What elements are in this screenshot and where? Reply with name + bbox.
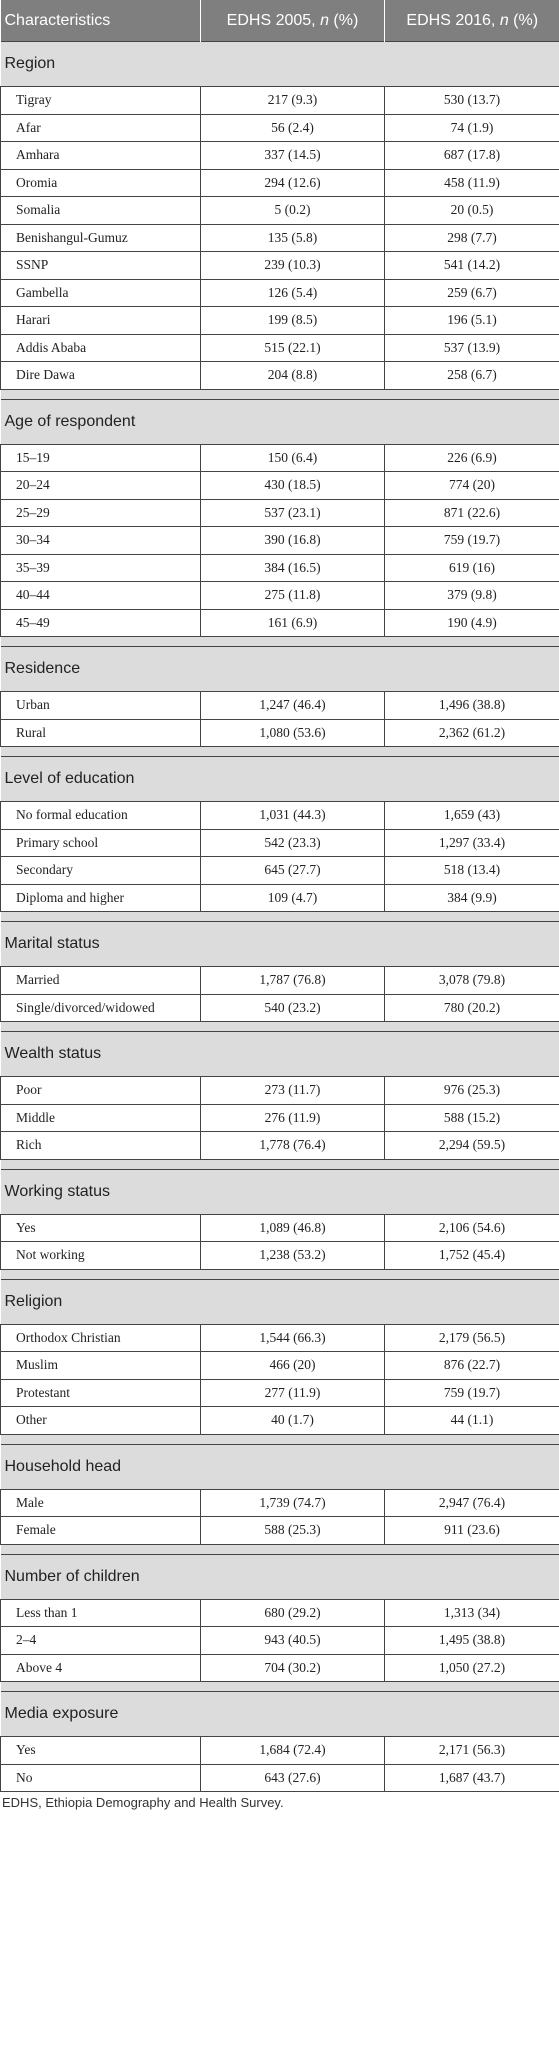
row-label: 2–4 — [1, 1627, 201, 1655]
row-label: Dire Dawa — [1, 362, 201, 390]
value-2005: 643 (27.6) — [201, 1764, 385, 1792]
value-2016: 2,179 (56.5) — [385, 1324, 559, 1352]
value-2005: 150 (6.4) — [201, 444, 385, 472]
table-row — [1, 1627, 559, 1655]
header-n: n — [499, 11, 509, 29]
row-label: Less than 1 — [1, 1599, 201, 1627]
value-2016: 541 (14.2) — [385, 252, 559, 280]
spacer-cell — [1, 747, 559, 757]
value-2005: 5 (0.2) — [201, 197, 385, 225]
table-row — [1, 499, 559, 527]
section-spacer — [1, 1682, 559, 1692]
row-label: Above 4 — [1, 1654, 201, 1682]
value-2016: 588 (15.2) — [385, 1104, 559, 1132]
value-2005: 542 (23.3) — [201, 829, 385, 857]
section-title: Wealth status — [1, 1032, 559, 1077]
section-header-row — [1, 1444, 559, 1489]
table-row — [1, 444, 559, 472]
table-row — [1, 307, 559, 335]
spacer-cell — [1, 1434, 559, 1444]
row-label: Secondary — [1, 857, 201, 885]
value-2016: 759 (19.7) — [385, 1379, 559, 1407]
table-row — [1, 527, 559, 555]
table-row — [1, 857, 559, 885]
row-label: Harari — [1, 307, 201, 335]
section-header-row — [1, 1169, 559, 1214]
value-2016: 537 (13.9) — [385, 334, 559, 362]
row-label: Amhara — [1, 142, 201, 170]
row-label: SSNP — [1, 252, 201, 280]
value-2016: 258 (6.7) — [385, 362, 559, 390]
value-2005: 680 (29.2) — [201, 1599, 385, 1627]
section-header-row — [1, 1554, 559, 1599]
spacer-cell — [1, 1544, 559, 1554]
value-2005: 588 (25.3) — [201, 1517, 385, 1545]
header-characteristics: Characteristics — [1, 0, 201, 42]
value-2016: 74 (1.9) — [385, 114, 559, 142]
value-2005: 515 (22.1) — [201, 334, 385, 362]
section-spacer — [1, 1159, 559, 1169]
value-2016: 1,659 (43) — [385, 802, 559, 830]
table-footnote: EDHS, Ethiopia Demography and Health Survey. — [2, 1795, 284, 1810]
section-title: Number of children — [1, 1554, 559, 1599]
section-header-row — [1, 757, 559, 802]
value-2005: 276 (11.9) — [201, 1104, 385, 1132]
row-label: 40–44 — [1, 582, 201, 610]
value-2016: 379 (9.8) — [385, 582, 559, 610]
value-2005: 537 (23.1) — [201, 499, 385, 527]
value-2005: 1,089 (46.8) — [201, 1214, 385, 1242]
section-spacer — [1, 389, 559, 399]
value-2005: 1,787 (76.8) — [201, 967, 385, 995]
section-spacer — [1, 912, 559, 922]
row-label: 25–29 — [1, 499, 201, 527]
value-2005: 275 (11.8) — [201, 582, 385, 610]
table-row — [1, 829, 559, 857]
header-label: EDHS 2016, — [406, 11, 500, 29]
table-row — [1, 1132, 559, 1160]
value-2005: 56 (2.4) — [201, 114, 385, 142]
value-2016: 44 (1.1) — [385, 1407, 559, 1435]
section-title: Age of respondent — [1, 399, 559, 444]
header-edhs-2005 — [201, 0, 385, 42]
row-label: Single/divorced/widowed — [1, 994, 201, 1022]
value-2016: 2,171 (56.3) — [385, 1737, 559, 1765]
row-label: Yes — [1, 1737, 201, 1765]
section-title: Media exposure — [1, 1692, 559, 1737]
value-2016: 518 (13.4) — [385, 857, 559, 885]
row-label: Female — [1, 1517, 201, 1545]
header-n: n — [320, 11, 329, 29]
value-2016: 1,313 (34) — [385, 1599, 559, 1627]
section-header-row — [1, 42, 559, 87]
value-2005: 390 (16.8) — [201, 527, 385, 555]
table-row — [1, 1764, 559, 1792]
value-2016: 1,496 (38.8) — [385, 692, 559, 720]
value-2016: 226 (6.9) — [385, 444, 559, 472]
row-label: Urban — [1, 692, 201, 720]
header-label: EDHS 2005, — [226, 11, 321, 29]
value-2005: 1,739 (74.7) — [201, 1489, 385, 1517]
value-2005: 204 (8.8) — [201, 362, 385, 390]
value-2016: 2,106 (54.6) — [385, 1214, 559, 1242]
value-2016: 780 (20.2) — [385, 994, 559, 1022]
value-2005: 1,247 (46.4) — [201, 692, 385, 720]
row-label: Afar — [1, 114, 201, 142]
table-row — [1, 169, 559, 197]
table-row — [1, 87, 559, 115]
value-2005: 277 (11.9) — [201, 1379, 385, 1407]
value-2016: 619 (16) — [385, 554, 559, 582]
value-2016: 259 (6.7) — [385, 279, 559, 307]
table-row — [1, 224, 559, 252]
value-2016: 384 (9.9) — [385, 884, 559, 912]
section-title: Religion — [1, 1279, 559, 1324]
table-row — [1, 1489, 559, 1517]
spacer-cell — [1, 912, 559, 922]
section-header-row — [1, 1032, 559, 1077]
row-label: Primary school — [1, 829, 201, 857]
table-row — [1, 1654, 559, 1682]
header-edhs-2016 — [385, 0, 559, 42]
row-label: 30–34 — [1, 527, 201, 555]
table-row — [1, 1104, 559, 1132]
header-pct: (%) — [333, 11, 359, 29]
section-header-row — [1, 1279, 559, 1324]
value-2005: 273 (11.7) — [201, 1077, 385, 1105]
row-label: 15–19 — [1, 444, 201, 472]
table-row — [1, 1599, 559, 1627]
table-row — [1, 472, 559, 500]
row-label: 20–24 — [1, 472, 201, 500]
row-label: Not working — [1, 1242, 201, 1270]
row-label: Yes — [1, 1214, 201, 1242]
value-2005: 1,031 (44.3) — [201, 802, 385, 830]
row-label: Poor — [1, 1077, 201, 1105]
value-2016: 759 (19.7) — [385, 527, 559, 555]
table-row — [1, 802, 559, 830]
section-title: Region — [1, 42, 559, 87]
row-label: Other — [1, 1407, 201, 1435]
value-2016: 876 (22.7) — [385, 1352, 559, 1380]
table-row — [1, 1379, 559, 1407]
value-2005: 199 (8.5) — [201, 307, 385, 335]
table-row — [1, 142, 559, 170]
value-2016: 1,050 (27.2) — [385, 1654, 559, 1682]
value-2016: 911 (23.6) — [385, 1517, 559, 1545]
row-label: Rich — [1, 1132, 201, 1160]
section-spacer — [1, 1544, 559, 1554]
section-header-row — [1, 399, 559, 444]
value-2016: 871 (22.6) — [385, 499, 559, 527]
value-2005: 704 (30.2) — [201, 1654, 385, 1682]
section-title: Household head — [1, 1444, 559, 1489]
header-pct: (%) — [513, 11, 539, 29]
row-label: 45–49 — [1, 609, 201, 637]
table-row — [1, 1242, 559, 1270]
section-title: Working status — [1, 1169, 559, 1214]
table-row — [1, 1737, 559, 1765]
row-label: Rural — [1, 719, 201, 747]
section-title: Marital status — [1, 922, 559, 967]
row-label: Addis Ababa — [1, 334, 201, 362]
table-body — [1, 42, 559, 1792]
value-2016: 190 (4.9) — [385, 609, 559, 637]
section-spacer — [1, 1022, 559, 1032]
row-label: Benishangul-Gumuz — [1, 224, 201, 252]
value-2005: 217 (9.3) — [201, 87, 385, 115]
value-2005: 384 (16.5) — [201, 554, 385, 582]
row-label: Orthodox Christian — [1, 1324, 201, 1352]
value-2005: 109 (4.7) — [201, 884, 385, 912]
spacer-cell — [1, 1682, 559, 1692]
value-2005: 645 (27.7) — [201, 857, 385, 885]
section-spacer — [1, 747, 559, 757]
row-label: Somalia — [1, 197, 201, 225]
value-2005: 294 (12.6) — [201, 169, 385, 197]
table-row — [1, 884, 559, 912]
section-spacer — [1, 1434, 559, 1444]
table-row — [1, 1517, 559, 1545]
value-2016: 196 (5.1) — [385, 307, 559, 335]
value-2016: 2,947 (76.4) — [385, 1489, 559, 1517]
value-2016: 298 (7.7) — [385, 224, 559, 252]
spacer-cell — [1, 1269, 559, 1279]
value-2016: 530 (13.7) — [385, 87, 559, 115]
spacer-cell — [1, 637, 559, 647]
table-row — [1, 252, 559, 280]
row-label: 35–39 — [1, 554, 201, 582]
value-2005: 1,684 (72.4) — [201, 1737, 385, 1765]
value-2016: 3,078 (79.8) — [385, 967, 559, 995]
table-row — [1, 1077, 559, 1105]
table-row — [1, 692, 559, 720]
row-label: Oromia — [1, 169, 201, 197]
value-2016: 687 (17.8) — [385, 142, 559, 170]
value-2005: 430 (18.5) — [201, 472, 385, 500]
value-2016: 1,297 (33.4) — [385, 829, 559, 857]
value-2005: 161 (6.9) — [201, 609, 385, 637]
value-2016: 774 (20) — [385, 472, 559, 500]
section-title: Level of education — [1, 757, 559, 802]
spacer-cell — [1, 1159, 559, 1169]
table-row — [1, 1352, 559, 1380]
value-2005: 239 (10.3) — [201, 252, 385, 280]
table-row — [1, 1407, 559, 1435]
table-row — [1, 554, 559, 582]
value-2005: 126 (5.4) — [201, 279, 385, 307]
value-2005: 540 (23.2) — [201, 994, 385, 1022]
value-2005: 1,238 (53.2) — [201, 1242, 385, 1270]
value-2016: 976 (25.3) — [385, 1077, 559, 1105]
table-row — [1, 609, 559, 637]
value-2005: 135 (5.8) — [201, 224, 385, 252]
row-label: Diploma and higher — [1, 884, 201, 912]
row-label: No — [1, 1764, 201, 1792]
row-label: Protestant — [1, 1379, 201, 1407]
value-2005: 1,778 (76.4) — [201, 1132, 385, 1160]
section-spacer — [1, 637, 559, 647]
value-2016: 2,362 (61.2) — [385, 719, 559, 747]
table-row — [1, 334, 559, 362]
value-2005: 337 (14.5) — [201, 142, 385, 170]
value-2016: 1,752 (45.4) — [385, 1242, 559, 1270]
table-row — [1, 279, 559, 307]
table-row — [1, 994, 559, 1022]
section-header-row — [1, 922, 559, 967]
spacer-cell — [1, 1022, 559, 1032]
table-row — [1, 1214, 559, 1242]
value-2016: 20 (0.5) — [385, 197, 559, 225]
value-2005: 1,544 (66.3) — [201, 1324, 385, 1352]
table-row — [1, 362, 559, 390]
section-spacer — [1, 1269, 559, 1279]
table-row — [1, 1324, 559, 1352]
value-2005: 466 (20) — [201, 1352, 385, 1380]
spacer-cell — [1, 389, 559, 399]
row-label: Gambella — [1, 279, 201, 307]
table-row — [1, 967, 559, 995]
table-row — [1, 719, 559, 747]
value-2016: 1,687 (43.7) — [385, 1764, 559, 1792]
section-header-row — [1, 647, 559, 692]
value-2016: 2,294 (59.5) — [385, 1132, 559, 1160]
table-row — [1, 114, 559, 142]
section-header-row — [1, 1692, 559, 1737]
table-row — [1, 582, 559, 610]
section-title: Residence — [1, 647, 559, 692]
value-2016: 1,495 (38.8) — [385, 1627, 559, 1655]
row-label: Middle — [1, 1104, 201, 1132]
row-label: Tigray — [1, 87, 201, 115]
value-2016: 458 (11.9) — [385, 169, 559, 197]
table-row — [1, 197, 559, 225]
table-header-row — [1, 0, 559, 42]
value-2005: 943 (40.5) — [201, 1627, 385, 1655]
row-label: Male — [1, 1489, 201, 1517]
row-label: Married — [1, 967, 201, 995]
value-2005: 40 (1.7) — [201, 1407, 385, 1435]
row-label: Muslim — [1, 1352, 201, 1380]
row-label: No formal education — [1, 802, 201, 830]
value-2005: 1,080 (53.6) — [201, 719, 385, 747]
